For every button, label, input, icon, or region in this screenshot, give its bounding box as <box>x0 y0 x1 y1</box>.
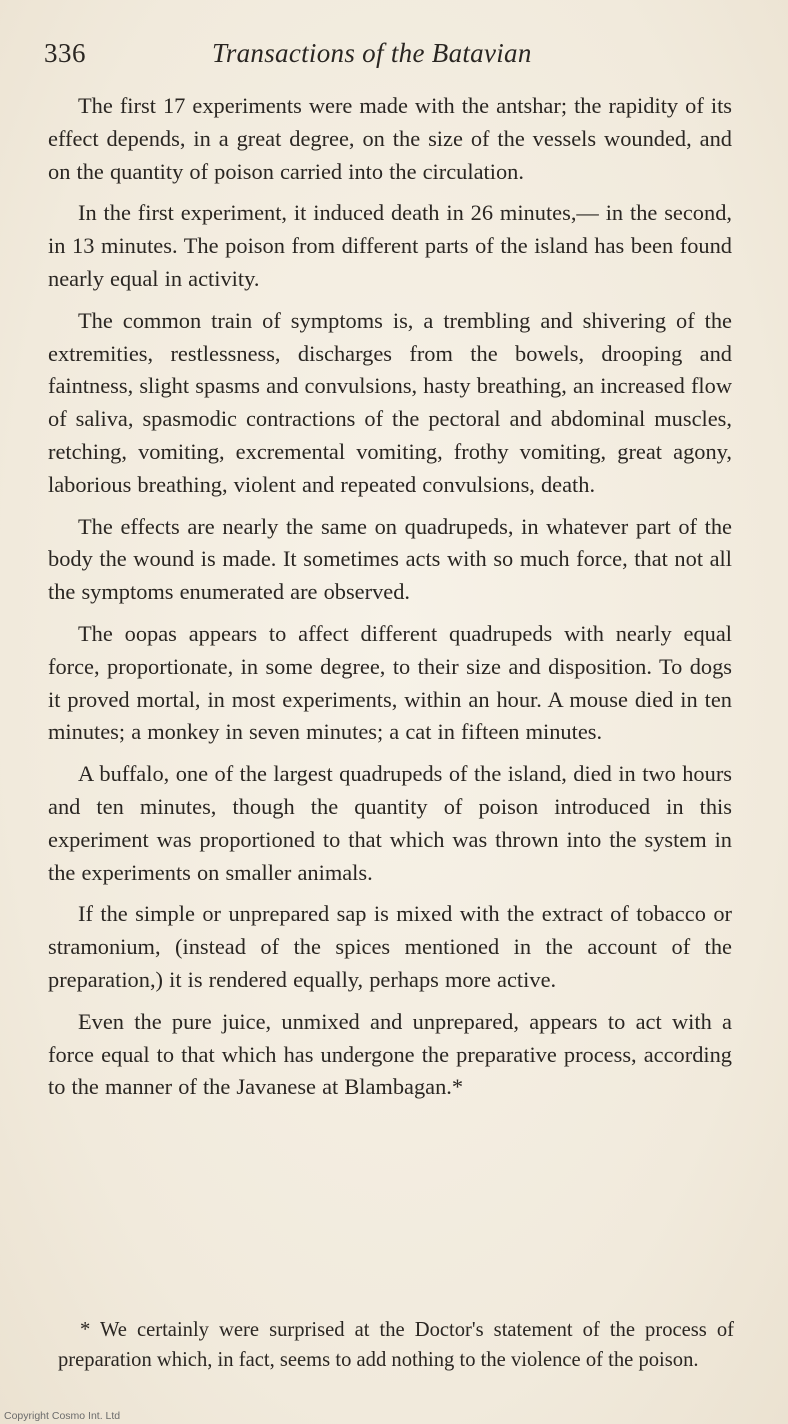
paragraph-3: The common train of symptoms is, a trembling and shivering of the extremities, restlessness, discharges from the bowels, drooping and faintness, slight spasms and convulsions, hasty breathing, an increased flow of saliva, spasmodic contractions of the pectoral and abdominal muscles, retching, vomiting, excremental vomiting, frothy vomiting, great agony, laborious breathing, violent and repeated convulsions, death. <box>48 307 732 497</box>
paragraph-2: In the first experiment, it induced death in 26 minutes,— in the second, in 13 minutes. The poison from different parts of the island has been found nearly equal in activity. <box>48 200 732 291</box>
page-header <box>44 38 740 78</box>
paragraph-8: Even the pure juice, unmixed and unprepared, appears to act with a force equal to that which has undergone the preparative process, according to the manner of the Javanese at Blambagan.* <box>48 1008 732 1100</box>
body-text <box>48 90 732 1113</box>
paragraph-5: The oopas appears to affect different quadrupeds with nearly equal force, proportionate, in some degree, to their size and disposition. To dogs it proved mortal, in most experiments, within an hour. A mouse died in ten minutes; a monkey in seven minutes; a cat in fifteen minutes. <box>48 620 732 745</box>
paragraph-7: If the simple or unprepared sap is mixed with the extract of tobacco or stramonium, (instead of the spices mentioned in the account of the preparation,) it is rendered equally, perhaps more active. <box>48 901 732 992</box>
page-number: 336 <box>44 38 86 68</box>
paragraph-1: The first 17 experiments were made with the antshar; the rapidity of its effect depends, in a great degree, on the size of the vessels wounded, and on the quantity of poison carried into the circulation. <box>48 93 732 184</box>
copyright-watermark: Copyright Cosmo Int. Ltd <box>4 1410 121 1422</box>
running-title: Transactions of the Batavian <box>212 38 532 68</box>
footnote: * We certainly were surprised at the Doctor's statement of the process of preparation which, in fact, seems to add nothing to the violence of the poison. <box>58 1318 734 1371</box>
paragraph-4: The effects are nearly the same on quadrupeds, in whatever part of the body the wound is made. It sometimes acts with so much force, that not all the symptoms enumerated are observed. <box>48 513 732 605</box>
paragraph-6: A buffalo, one of the largest quadrupeds of the island, died in two hours and ten minutes, though the quantity of poison introduced in this experiment was proportioned to that which was thrown into the system in the experiments on smaller animals. <box>48 761 732 885</box>
